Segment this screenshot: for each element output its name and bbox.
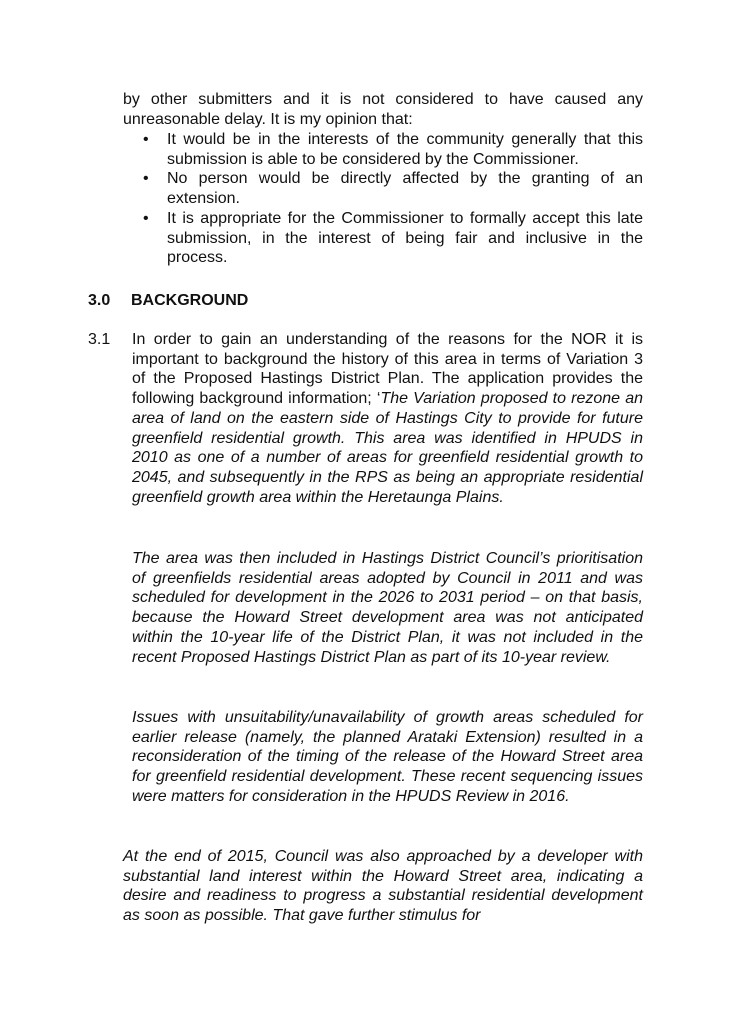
bullet-icon: • bbox=[143, 131, 149, 148]
bullet-icon: • bbox=[143, 170, 149, 188]
quote-paragraph: At the end of 2015, Council was also approached by a developer with substantial land interest within the Howard Street area, indicating a desire and readiness to progress a substantial residential development as soon as possible. That gave further stimulus for bbox=[123, 848, 643, 925]
section-number: 3.0 bbox=[88, 292, 111, 309]
bullet-text: No person would be directly affected by the granting of an extension. bbox=[167, 170, 643, 208]
paragraph-number: 3.1 bbox=[88, 331, 111, 348]
bullet-text: It is appropriate for the Commissioner to formally accept this late submission, in the interest of being fair and inclusive in the process. bbox=[167, 209, 643, 267]
section-title: BACKGROUND bbox=[131, 292, 249, 309]
paragraph-plain-text: In order to gain an understanding of the reasons for the NOR it is important to background the history of this area in terms of Variation 3 of the Proposed Hastings District Plan. The application provides the following background information; ‘ bbox=[132, 331, 643, 408]
paragraph-3-1 bbox=[132, 330, 643, 507]
opinion-bullet-list bbox=[143, 130, 643, 268]
intro-paragraph: by other submitters and it is not considered to have caused any unreasonable delay. It is my opinion that: bbox=[123, 91, 643, 128]
quote-paragraph: Issues with unsuitability/unavailability of growth areas scheduled for earlier release (namely, the planned Arataki Extension) resulted in a reconsideration of the timing of the release of the Howard Street area for greenfield residential development. These recent sequencing issues were matters for consideration in the HPUDS Review in 2016. bbox=[132, 709, 643, 805]
quoted-text: The Variation proposed to rezone an area of land on the eastern side of Hastings City to provide for future greenfield residential growth. This area was identified in HPUDS in 2010 as one of a number of areas for greenfield residential growth to 2045, and subsequently in the RPS as being an appropriate residential greenfield growth area within the Heretaunga Plains. bbox=[132, 390, 643, 506]
list-item bbox=[143, 209, 643, 268]
section-heading bbox=[88, 291, 248, 311]
bullet-text: It would be in the interests of the community generally that this submission is able to be considered by the Commissioner. bbox=[167, 131, 643, 168]
bullet-icon: • bbox=[143, 209, 149, 227]
list-item bbox=[143, 130, 643, 169]
quote-paragraph: The area was then included in Hastings District Council’s prioritisation of greenfields residential areas adopted by Council in 2011 and was scheduled for development in the 2026 to 2031 period – on that basis, because the Howard Street development area was not anticipated within the 10-year life of the District Plan, it was not included in the recent Proposed Hastings District Plan as part of its 10-year review. bbox=[132, 550, 643, 666]
list-item bbox=[143, 169, 643, 208]
